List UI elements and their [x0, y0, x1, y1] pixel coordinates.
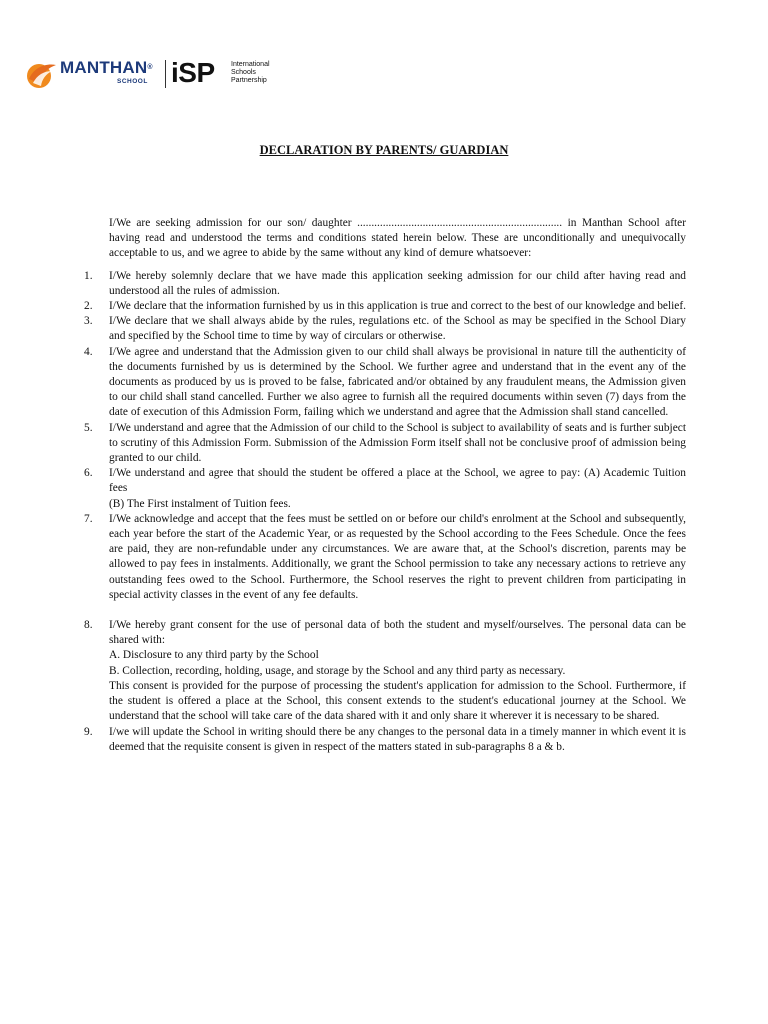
item-number: 9. — [84, 725, 93, 738]
item-text: I/We acknowledge and accept that the fees must be settled on or before our child's enrolment at the School and subsequently, each year before the start of the Academic Year, or as requested by the School according to the Fees Schedule. Once the fees are paid, they are non-refundable under any circumstances. We are aware that, at the School's discretion, parents may be allowed to pay fees in instalments. Additionally, we grant the School permission to take any necessary actions to retrieve any outstanding fees owed to the School. Furthermore, the School reserves the right to prevent children from participating in special activity classes in the event of any fee defaults. — [109, 512, 686, 601]
manthan-flame-icon — [24, 59, 58, 89]
declaration-item — [84, 314, 686, 344]
item-number: 3. — [84, 315, 93, 328]
declaration-item — [84, 725, 686, 755]
item-text: I/We understand and agree that the Admission of our child to the School is subject to availability of seats and is further subject to scrutiny of this Admission Form. Submission of the Admission Form itself shall not be conclusive proof of admission being granted to our child. — [109, 421, 686, 465]
declaration-body — [84, 216, 686, 755]
document-title: DECLARATION BY PARENTS/ GUARDIAN — [259, 143, 509, 157]
manthan-wordmark: MANTHAN® — [60, 58, 153, 77]
isp-logo-text: International Schools Partnership — [231, 61, 270, 85]
item-number: 5. — [84, 421, 93, 434]
declaration-item — [84, 466, 686, 512]
item-number: 8. — [84, 619, 93, 632]
declaration-item — [84, 299, 686, 314]
item-number: 2. — [84, 300, 93, 313]
paragraph-gap — [84, 603, 686, 618]
item-text: I/We declare that we shall always abide by the rules, regulations etc. of the School as may be specified in the School Diary and specified by the School time to time by way of circulars or otherwise. — [109, 315, 686, 343]
item-number: 1. — [84, 269, 93, 282]
item-text: I/We declare that the information furnished by us in this application is true and correct to the best of our knowledge and belief. — [109, 300, 686, 313]
item-number: 6. — [84, 467, 93, 480]
declaration-item — [84, 269, 686, 299]
item-text: (B) The First instalment of Tuition fees. — [109, 497, 291, 510]
item-text: I/We hereby grant consent for the use of personal data of both the student and myself/ourselves. The personal data can be shared with: — [109, 619, 686, 647]
manthan-school-label: SCHOOL — [117, 78, 148, 85]
declaration-item — [84, 421, 686, 467]
declaration-item — [84, 618, 686, 724]
intro-paragraph: I/We are seeking admission for our son/ daughter ........................................................................ in Manthan School after having read and understood the terms and conditions stated herein below. These are unconditionally and unequivocally acceptable to us, and we agree to abide by the same without any kind of demure whatsoever: — [109, 217, 686, 260]
isp-logo-mark: iSP — [171, 57, 215, 88]
item-number: 7. — [84, 512, 93, 525]
item-text: I/We hereby solemnly declare that we have made this application seeking admission for our child after having read and understood all the rules of admission. — [109, 269, 686, 297]
logo-divider — [165, 60, 166, 88]
manthan-school-logo — [24, 58, 159, 90]
item-text: A. Disclosure to any third party by the School — [109, 649, 319, 662]
item-number: 4. — [84, 345, 93, 358]
item-text: I/We agree and understand that the Admission given to our child shall always be provisional in nature till the authenticity of the documents furnished by us is determined by the School. We further agree and understand that in the event any of the documents as produced by us is proved to be false, fabricated and/or obtained by any fraudulent means, the Admission given to our child shall stand cancelled. Further we also agree to furnish all the required documents within seven (7) days from the date of execution of this Admission Form, failing which we understand and agree that the Admission shall stand cancelled. — [109, 345, 686, 419]
item-text: I/We understand and agree that should the student be offered a place at the School, we agree to pay: (A) Academic Tuition fees — [109, 467, 686, 495]
item-text: I/we will update the School in writing should there be any changes to the personal data in a timely manner in which event it is deemed that the requisite consent is given in respect of the matters stated in sub-paragraphs 8 a & b. — [109, 725, 686, 753]
header-logos — [24, 58, 284, 92]
item-text: B. Collection, recording, holding, usage, and storage by the School and any third party as necessary. — [109, 664, 566, 677]
declaration-list — [84, 269, 686, 755]
declaration-item — [84, 512, 686, 603]
declaration-item — [84, 345, 686, 421]
item-text: This consent is provided for the purpose of processing the student's application for admission to the School. Furthermore, if the student is offered a place at the School, this consent extends to the student's educational journey at the School. We understand that the school will take care of the data shared with it and only share it wherever it is necessary to be shared. — [109, 679, 686, 723]
